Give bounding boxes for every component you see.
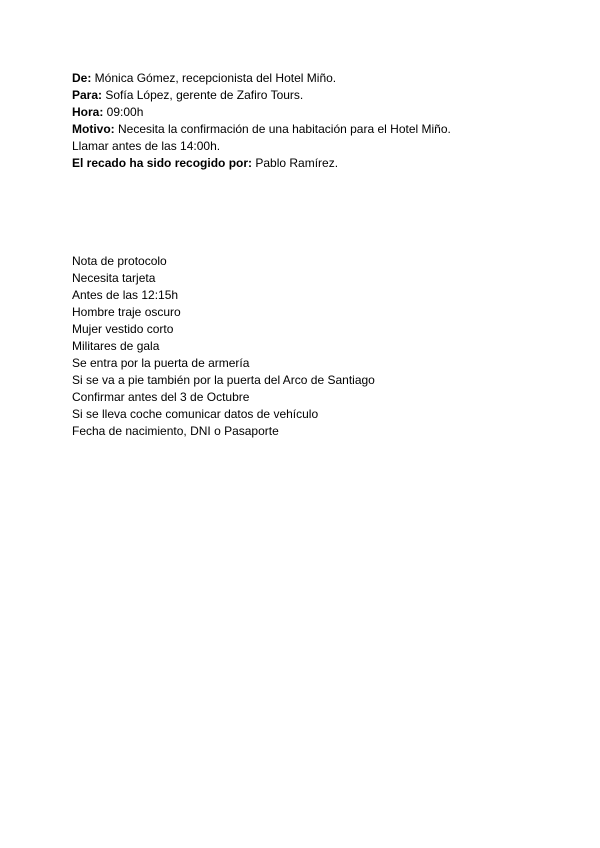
protocol-notes-block — [72, 253, 560, 440]
protocol-note-line: Mujer vestido corto — [72, 322, 174, 336]
protocol-note-line: Confirmar antes del 3 de Octubre — [72, 390, 250, 404]
time-label: Hora: — [72, 105, 104, 119]
protocol-note-line: Antes de las 12:15h — [72, 288, 179, 302]
reason-continued-line: Llamar antes de las 14:00h. — [72, 139, 221, 153]
protocol-note-line: Fecha de nacimiento, DNI o Pasaporte — [72, 424, 279, 438]
time-line — [72, 104, 560, 121]
time-value: 09:00h — [103, 105, 144, 119]
phone-message-block — [72, 70, 560, 172]
protocol-note-line: Militares de gala — [72, 339, 160, 353]
from-label: De: — [72, 71, 92, 85]
reason-line — [72, 121, 560, 138]
protocol-note-line: Se entra por la puerta de armería — [72, 356, 250, 370]
protocol-note-line: Necesita tarjeta — [72, 271, 156, 285]
to-label: Para: — [72, 88, 103, 102]
protocol-note-line: Si se lleva coche comunicar datos de vehículo — [72, 407, 319, 421]
protocol-note-line: Si se va a pie también por la puerta del Arco de Santiago — [72, 373, 375, 387]
reason-label: Motivo: — [72, 122, 115, 136]
protocol-note-title: Nota de protocolo — [72, 254, 167, 268]
from-value: Mónica Gómez, recepcionista del Hotel Miño. — [91, 71, 337, 85]
taken-by-value: Pablo Ramírez. — [252, 156, 339, 170]
reason-value: Necesita la confirmación de una habitación para el Hotel Miño. — [114, 122, 451, 136]
to-value: Sofía López, gerente de Zafiro Tours. — [102, 88, 304, 102]
from-line — [72, 70, 560, 87]
taken-by-label: El recado ha sido recogido por: — [72, 156, 253, 170]
to-line — [72, 87, 560, 104]
protocol-note-line: Hombre traje oscuro — [72, 305, 181, 319]
taken-by-line — [72, 155, 560, 172]
